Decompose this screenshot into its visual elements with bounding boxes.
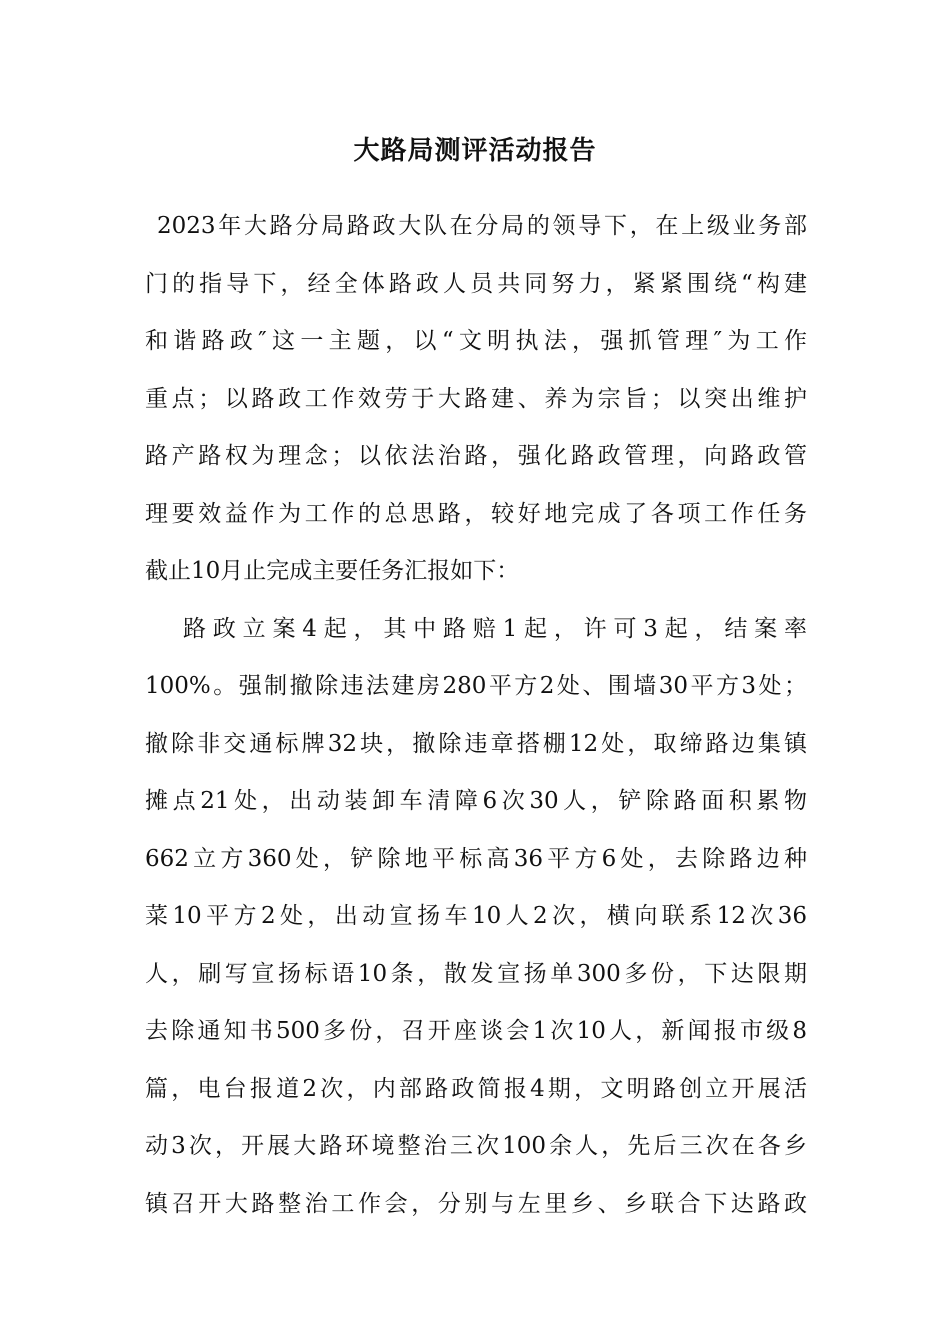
document-body [145,198,807,1233]
paragraph-line: 截止10月止完成主要任务汇报如下： [145,558,520,584]
paragraph-line: 摊点21处，出动装卸车清障6次30人，铲除路面积累物 [145,788,807,814]
paragraph-2 [145,601,807,1234]
paragraph-line: 和谐路政″这一主题，以“文明执法，强抓管理″为工作 [145,328,807,354]
paragraph-line: 撤除非交通标牌32块，撤除违章搭棚12处，取缔路边集镇 [145,730,807,757]
paragraph-line: 重点；以路政工作效劳于大路建、养为宗旨；以突出维护 [145,385,807,412]
paragraph-1 [145,198,807,601]
paragraph-line: 镇召开大路整治工作会，分别与左里乡、乡联合下达路政 [145,1190,807,1217]
paragraph-line: 理要效益作为工作的总思路，较好地完成了各项工作任务 [145,500,807,527]
paragraph-line: 菜10平方2处，出动宣扬车10人2次，横向联系12次36 [145,903,807,929]
document-title: 大路局测评活动报告 [353,136,597,166]
paragraph-line: 去除通知书500多份，召开座谈会1次10人，新闻报市级8 [145,1018,807,1044]
paragraph-line: 动3次，开展大路环境整治三次100余人，先后三次在各乡 [145,1133,807,1159]
paragraph-line: 2023年大路分局路政大队在分局的领导下，在上级业务部 [157,213,807,239]
paragraph-line: 篇，电台报道2次，内部路政简报4期，文明路创立开展活 [145,1075,807,1102]
paragraph-line: 662立方360处，铲除地平标高36平方6处，去除路边种 [145,845,807,872]
paragraph-line: 路产路权为理念；以依法治路，强化路政管理，向路政管 [145,443,807,469]
paragraph-line: 人，刷写宣扬标语10条，散发宣扬单300多份，下达限期 [145,960,807,987]
paragraph-line: 100%。强制撤除违法建房280平方2处、围墙30平方3处； [145,673,807,699]
paragraph-line: 门的指导下，经全体路政人员共同努力，紧紧围绕“构建 [145,270,807,297]
paragraph-line: 路政立案4起，其中路赔1起，许可3起，结案率 [183,615,807,642]
